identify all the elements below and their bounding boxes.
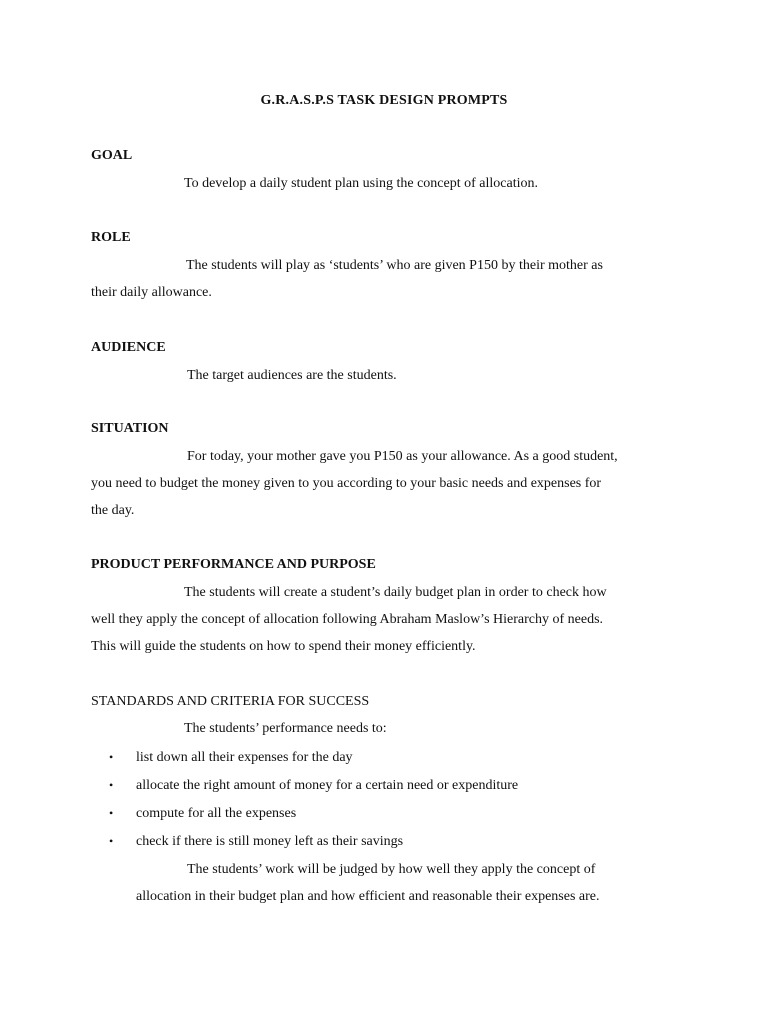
standards-heading: STANDARDS AND CRITERIA FOR SUCCESS <box>91 694 370 709</box>
role-text-line-2: their daily allowance. <box>91 285 212 300</box>
audience-heading: AUDIENCE <box>91 340 166 355</box>
bullet-text: allocate the right amount of money for a certain need or expenditure <box>136 778 519 793</box>
goal-text: To develop a daily student plan using the concept of allocation. <box>184 176 538 191</box>
list-item <box>109 750 353 766</box>
audience-text: The target audiences are the students. <box>187 368 397 383</box>
situation-text-line-1: For today, your mother gave you P150 as your allowance. As a good student, <box>187 449 618 464</box>
standards-closing-line-1: The students’ work will be judged by how well they apply the concept of <box>187 862 596 877</box>
bullet-text: list down all their expenses for the day <box>136 750 353 765</box>
product-text-line-1: The students will create a student’s daily budget plan in order to check how <box>184 585 607 600</box>
role-heading: ROLE <box>91 230 131 245</box>
bullet-icon: • <box>109 778 114 792</box>
standards-intro: The students’ performance needs to: <box>184 721 387 736</box>
bullet-icon: • <box>109 834 114 848</box>
bullet-text: compute for all the expenses <box>136 806 297 821</box>
list-item <box>109 778 518 794</box>
role-text-line-1: The students will play as ‘students’ who are given P150 by their mother as <box>186 258 603 273</box>
situation-text-line-2: you need to budget the money given to you according to your basic needs and expenses for <box>91 476 602 491</box>
goal-heading: GOAL <box>91 148 133 163</box>
situation-heading: SITUATION <box>91 421 169 436</box>
document-title: G.R.A.S.P.S TASK DESIGN PROMPTS <box>260 93 508 108</box>
bullet-text: check if there is still money left as their savings <box>136 834 404 849</box>
standards-closing-line-2: allocation in their budget plan and how efficient and reasonable their expenses are. <box>136 889 600 904</box>
product-text-line-2: well they apply the concept of allocation following Abraham Maslow’s Hierarchy of needs. <box>91 612 604 627</box>
bullet-icon: • <box>109 806 114 820</box>
product-text-line-3: This will guide the students on how to spend their money efficiently. <box>91 639 476 654</box>
product-heading: PRODUCT PERFORMANCE AND PURPOSE <box>91 557 376 572</box>
bullet-icon: • <box>109 750 114 764</box>
situation-text-line-3: the day. <box>91 503 135 518</box>
list-item <box>109 806 296 822</box>
list-item <box>109 834 403 850</box>
